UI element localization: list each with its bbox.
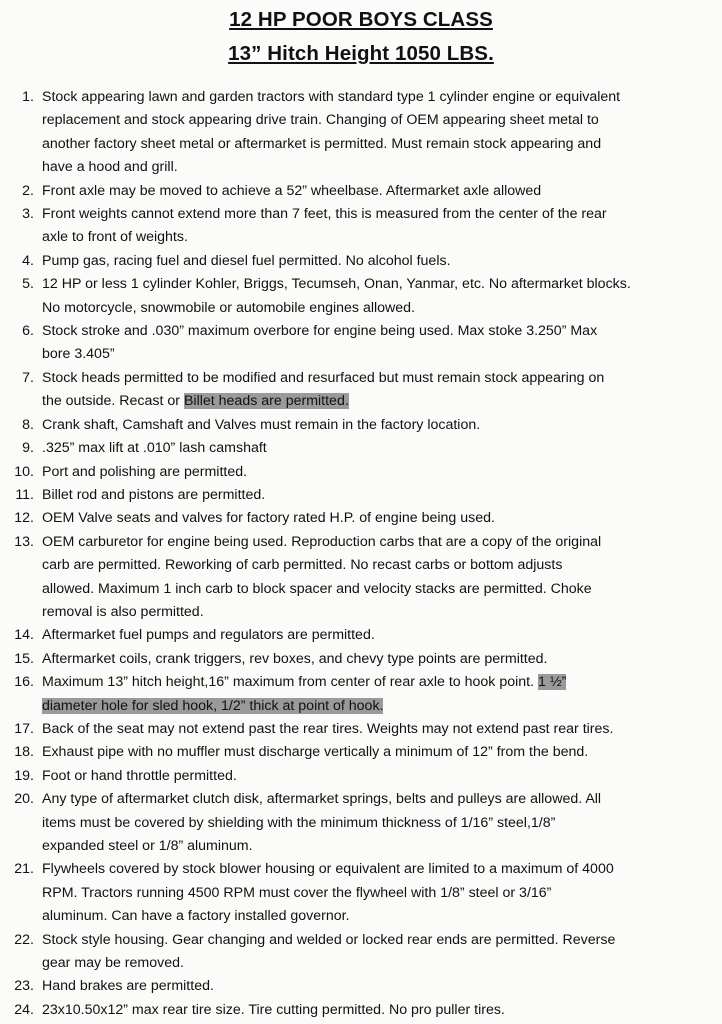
rule-text: Stock heads permitted to be modified and resurfaced but must remain stock appearing on the outside. Recast or [42,369,605,410]
rule-number: 3. [22,206,34,223]
rule-number: 21. [14,861,34,878]
rule-highlighted-text: 1 ½” diameter hole for sled hook, 1/2” thick at point of hook. [42,674,567,714]
rule-text: Foot or hand throttle permitted. [42,767,237,784]
rule-item [0,507,722,530]
rule-number: 17. [14,720,34,737]
rule-text: Billet rod and pistons are permitted. [42,486,266,503]
rule-item [0,437,722,460]
rule-item [0,788,722,858]
rule-number: 15. [14,650,34,667]
rule-text: Stock stroke and .030” maximum overbore for engine being used. Max stoke 3.250” Max bore 3.405” [42,323,598,363]
rule-number: 18. [14,744,34,761]
rule-number: 9. [22,440,34,457]
rule-item [0,741,722,764]
rule-text: Aftermarket fuel pumps and regulators are permitted. [42,627,375,644]
rule-item [0,250,722,273]
rule-text: 12 HP or less 1 cylinder Kohler, Briggs, Tecumseh, Onan, Yanmar, etc. No aftermarket blocks. No motorcycle, snowmobile or automobile engines allowed. [42,276,631,316]
rule-text: Hand brakes are permitted. [42,978,214,995]
rule-number: 4. [22,252,34,269]
rule-item [0,718,722,741]
rule-item [0,367,722,414]
rule-item [0,624,722,647]
rule-item [0,203,722,250]
rule-item [0,765,722,788]
rule-item [0,273,722,320]
rule-number: 20. [14,791,34,808]
rule-number: 5. [22,276,34,293]
rule-text: Front axle may be moved to achieve a 52” wheelbase. Aftermarket axle allowed [42,182,542,199]
rule-number: 2. [22,182,34,199]
rule-text: Flywheels covered by stock blower housing or equivalent are limited to a maximum of 4000 RPM. Tractors running 4500 RPM must cover the flywheel with 1/8” steel or 3/16” aluminum. Can have a factory installed governor. [42,861,614,925]
rule-number: 10. [14,463,34,480]
rule-item [0,858,722,928]
rule-number: 1. [22,89,34,105]
rule-text: Port and polishing are permitted. [42,463,248,480]
rule-number: 7. [22,369,34,386]
rule-text: OEM Valve seats and valves for factory rated H.P. of engine being used. [42,510,495,527]
rule-number: 8. [22,416,34,433]
rule-item [0,484,722,507]
document-title: 12 HP POOR BOYS CLASS [229,8,493,31]
rule-text: Back of the seat may not extend past the rear tires. Weights may not extend past rear tires. [42,720,614,737]
rule-item [0,999,722,1022]
rule-number: 24. [14,1001,34,1018]
rule-text: 23x10.50x12” max rear tire size. Tire cutting permitted. No pro puller tires. [42,1001,505,1018]
rule-highlighted-text: Billet heads are permitted. [183,393,349,410]
rule-number: 23. [14,978,34,995]
rule-number: 11. [15,486,34,503]
rule-item [0,975,722,998]
rule-item [0,929,722,976]
rule-text: Stock appearing lawn and garden tractors with standard type 1 cylinder engine or equivalent replacement and stock appearing drive train. Changing of OEM appearing sheet metal to another factory sheet metal or aftermarket is permitted. Must remain stock appearing and have a hood and grill. [42,89,621,176]
rule-number: 19. [14,767,34,784]
rule-item [0,648,722,671]
rule-item [0,414,722,437]
rule-number: 6. [22,323,34,340]
rule-item [0,320,722,367]
rule-text: Any type of aftermarket clutch disk, aftermarket springs, belts and pulleys are allowed. All items must be covered by shielding with the minimum thickness of 1/16” steel,1/8” expanded steel or 1/8” aluminum. [42,791,602,854]
rule-text: Exhaust pipe with no muffler must discharge vertically a minimum of 12” from the bend. [42,744,589,761]
rule-text: OEM carburetor for engine being used. Reproduction carbs that are a copy of the original carb are permitted. Reworking of carb permitted. No recast carbs or bottom adjusts allowed. Maximum 1 inch carb to block spacer and velocity stacks are permitted. Choke removal is also permitted. [42,533,602,620]
rule-number: 22. [14,931,34,948]
rule-text: Aftermarket coils, crank triggers, rev boxes, and chevy type points are permitted. [42,650,548,667]
rule-text: Pump gas, racing fuel and diesel fuel permitted. No alcohol fuels. [42,252,451,269]
rule-item [0,671,722,718]
rule-item [0,461,722,484]
rule-text: Stock style housing. Gear changing and welded or locked rear ends are permitted. Reverse gear may be removed. [42,931,616,972]
rule-number: 16. [14,674,34,691]
rule-text: Crank shaft, Camshaft and Valves must remain in the factory location. [42,416,481,433]
rule-text: Maximum 13” hitch height,16” maximum from center of rear axle to hook point. [42,674,538,691]
rule-item [0,180,722,203]
rule-text: Front weights cannot extend more than 7 feet, this is measured from the center of the rear axle to front of weights. [42,206,607,246]
rule-number: 14. [14,627,34,644]
document-subtitle: 13” Hitch Height 1050 LBS. [228,42,494,65]
rule-number: 13. [14,533,34,550]
rule-number: 12. [14,510,34,527]
rule-text: .325” max lift at .010” lash camshaft [42,440,267,457]
rule-item [0,531,722,625]
rule-item [0,86,722,180]
rules-list [0,86,722,1022]
